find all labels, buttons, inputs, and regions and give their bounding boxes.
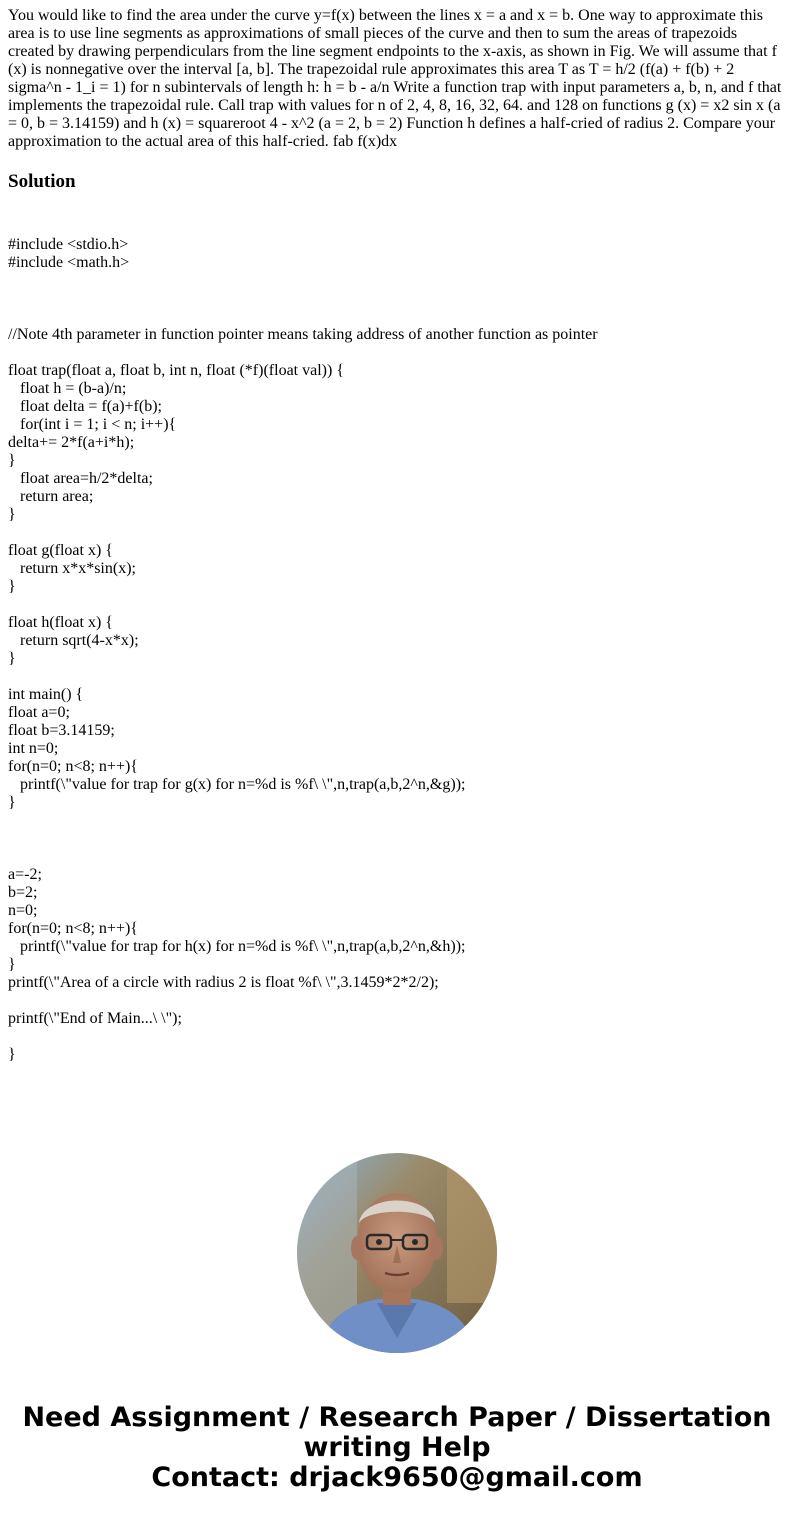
- promo-contact: Contact: drjack9650@gmail.com: [151, 1462, 643, 1493]
- question-text: You would like to find the area under the curve y=f(x) between the lines x = a and x = b. One way to approximate this area is to use line segments as approximations of small pieces of the curve and then to sum the areas of trapezoids created by drawing perpendiculars from the line segment endpoints to the x-axis, as shown in Fig. We will assume that f (x) is nonnegative over the interval [a, b]. The trapezoidal rule approximates this area T as T = h/2 (f(a) + f(b) + 2 sigma^n - 1_i = 1) for n subintervals of length h: h = b - a/n Write a function trap with input parameters a, b, n, and f that implements the trapezoidal rule. Call trap with values for n of 2, 4, 8, 16, 32, 64. and 128 on functions g (x) = x2 sin x (a = 0, b = 3.14159) and h (x) = squareroot 4 - x^2 (a = 2, b = 2) Function h defines a half-cried of radius 2. Compare your approximation to the actual area of this half-cried. fab f(x)dx: [8, 7, 782, 150]
- promo-banner: [0, 1403, 794, 1493]
- code-comment: //Note 4th parameter in function pointer means taking address of another function as pointer: [8, 326, 598, 343]
- promo-line-1: Need Assignment / Research Paper / Dissertation: [22, 1402, 772, 1433]
- content-area: [8, 7, 786, 1064]
- code-main-start: int main() { float a=0; float b=3.14159; int n=0; for(n=0; n<8; n++){ printf(\"value for trap for g(x) for n=%d is %f\ \",n,trap(a,b,2^n,&g)); }: [8, 686, 466, 811]
- avatar-portrait-image: [297, 1153, 497, 1353]
- code-main-h-loop: a=-2; b=2; n=0; for(n=0; n<8; n++){ printf(\"value for trap for h(x) for n=%d is %f\ \",n,trap(a,b,2^n,&h)); } printf(\"Area of a circle with radius 2 is float %f\ \",3.1459*2*2/2);: [8, 866, 466, 991]
- solution-code: [8, 236, 786, 1064]
- code-trap-function: float trap(float a, float b, int n, float (*f)(float val)) { float h = (b-a)/n; float delta = f(a)+f(b); for(int i = 1; i < n; i++){ delta+= 2*f(a+i*h); } float area=h/2*delta; return area; }: [8, 362, 344, 523]
- code-g-function: float g(float x) { return x*x*sin(x); }: [8, 542, 136, 595]
- code-closing-brace: }: [8, 1046, 16, 1063]
- code-h-function: float h(float x) { return sqrt(4-x*x); }: [8, 614, 139, 667]
- promo-line-2: writing Help: [303, 1432, 491, 1463]
- code-end-print: printf(\"End of Main...\ \");: [8, 1010, 182, 1027]
- solution-heading: Solution: [8, 171, 76, 192]
- code-includes: #include <stdio.h> #include <math.h>: [8, 236, 130, 271]
- avatar: [297, 1153, 497, 1353]
